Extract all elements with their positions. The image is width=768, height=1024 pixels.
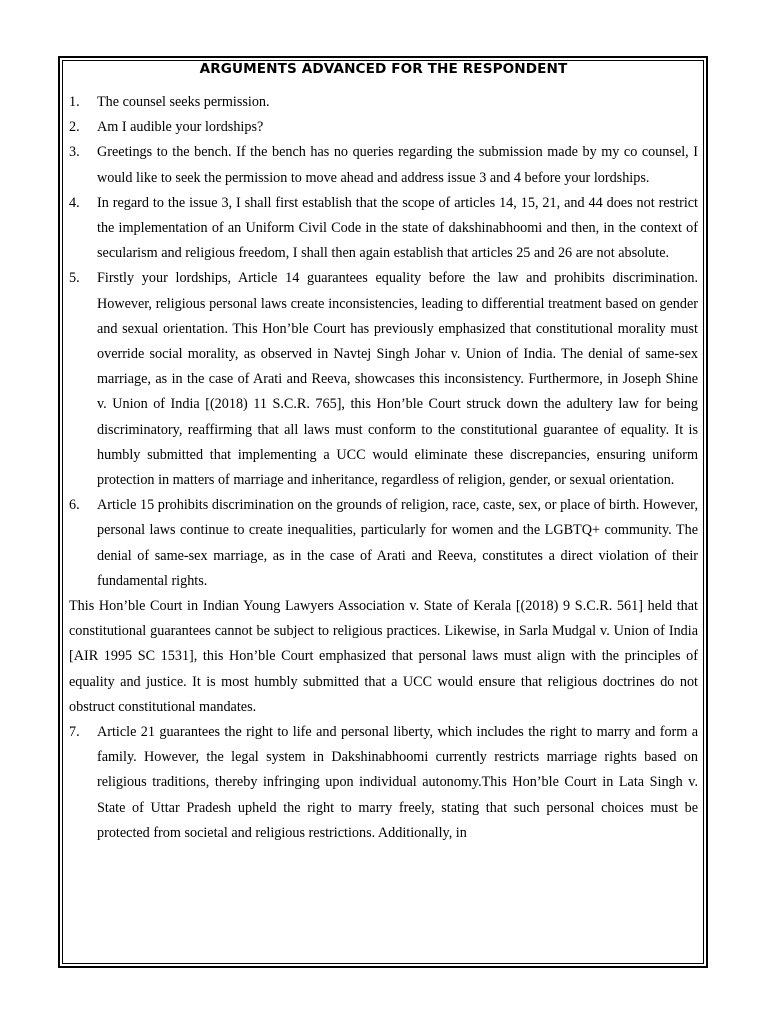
list-item [69, 191, 698, 267]
item-number: 5. [69, 270, 80, 287]
item-number: 2. [69, 119, 80, 136]
item-text: Greetings to the bench. If the bench has no queries regarding the submission made by my co counsel, I would like to seek the permission to move ahead and address issue 3 and 4 before your lordships. [97, 144, 698, 186]
item-text: The counsel seeks permission. [97, 94, 270, 110]
item-number: 6. [69, 497, 80, 514]
item-text: Article 21 guarantees the right to life and personal liberty, which includes the right to marry and form a family. However, the legal system in Dakshinabhoomi currently restricts marriage rights based on religious traditions, thereby infringing upon individual autonomy.This Hon’ble Court in Lata Singh v. State of Uttar Pradesh upheld the right to marry freely, stating that such personal choices must be protected from societal and religious restrictions. Additionally, in [97, 724, 698, 841]
list-item [69, 266, 698, 493]
body-paragraph: This Hon’ble Court in Indian Young Lawyers Association v. State of Kerala [(2018) 9 S.C.R. 561] held that constitutional guarantees cannot be subject to religious practices. Likewise, in Sarla Mudgal v. Union of India [AIR 1995 SC 1531], this Hon’ble Court emphasized that personal laws must align with the principles of equality and justice. It is most humbly submitted that a UCC would ensure that religious doctrines do not obstruct constitutional mandates. [69, 598, 698, 715]
item-number: 3. [69, 144, 80, 161]
item-number: 7. [69, 724, 80, 741]
item-number: 1. [69, 94, 80, 110]
item-text: In regard to the issue 3, I shall first establish that the scope of articles 14, 15, 21, and 44 does not restrict the implementation of an Uniform Civil Code in the state of dakshinabhoomi and then, in the context of secularism and religious freedom, I shall then again establish that articles 25 and 26 are not absolute. [97, 194, 698, 262]
list-item [69, 720, 698, 846]
list-item [69, 90, 698, 115]
item-text: Am I audible your lordships? [97, 119, 264, 136]
list-item [69, 115, 698, 140]
item-number: 4. [69, 194, 80, 211]
item-text: Article 15 prohibits discrimination on the grounds of religion, race, caste, sex, or place of birth. However, personal laws continue to create inequalities, particularly for women and the LGBTQ+ community. The denial of same-sex marriage, as in the case of Arati and Reeva, constitutes a direct violation of their fundamental rights. [97, 497, 698, 589]
page-title: ARGUMENTS ADVANCED FOR THE RESPONDENT [199, 61, 568, 77]
document-body [69, 58, 698, 846]
list-item [69, 140, 698, 190]
list-item [69, 493, 698, 594]
item-text: Firstly your lordships, Article 14 guarantees equality before the law and prohibits discrimination. However, religious personal laws create inconsistencies, leading to differential treatment based on gender and sexual orientation. This Hon’ble Court has previously emphasized that constitutional morality must override social morality, as observed in Navtej Singh Johar v. Union of India. The denial of same-sex marriage, as in the case of Arati and Reeva, showcases this inconsistency. Furthermore, in Joseph Shine v. Union of India [(2018) 11 S.C.R. 765], this Hon’ble Court struck down the adultery law for being discriminatory, reaffirming that all laws must conform to the constitutional guarantee of equality. It is humbly submitted that implementing a UCC would eliminate these discrepancies, ensuring uniform protection in matters of marriage and inheritance, regardless of religion, gender, or sexual orientation. [97, 270, 698, 489]
